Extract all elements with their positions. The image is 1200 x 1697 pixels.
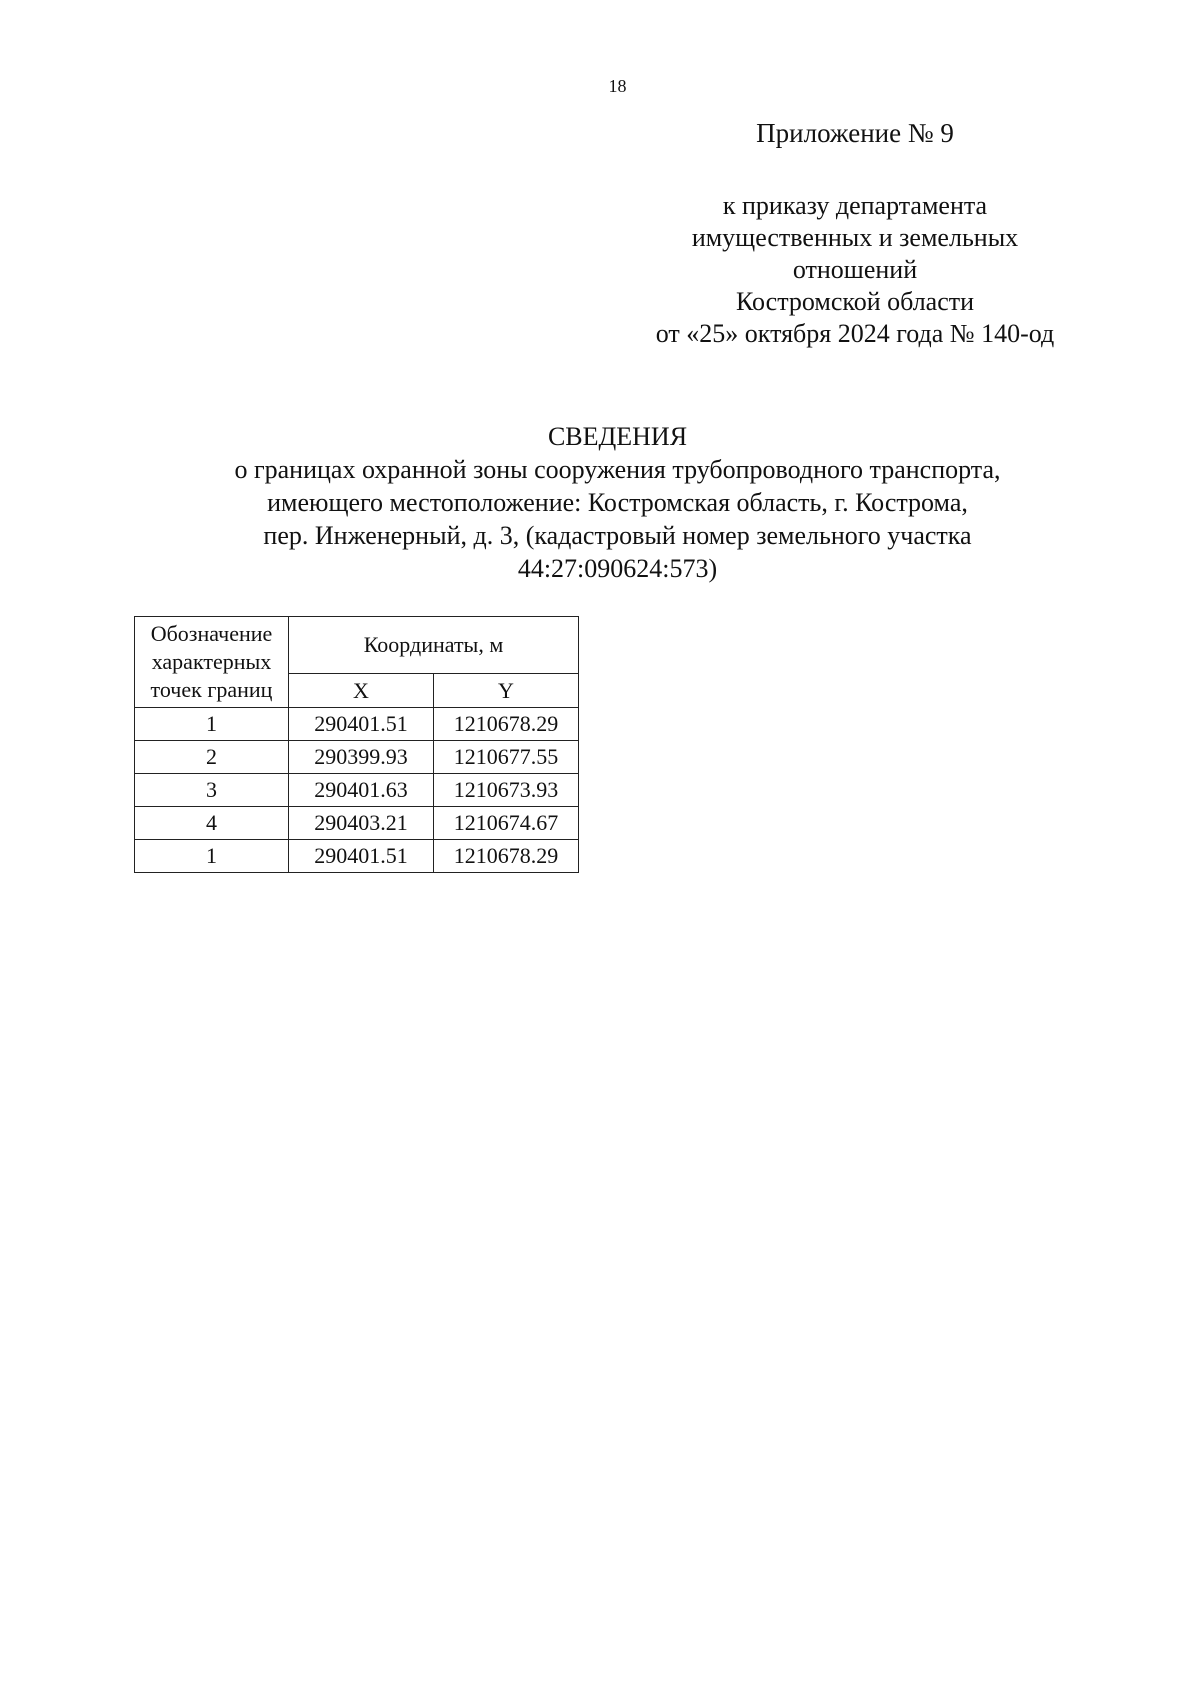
x-cell: 290401.63 [289,774,434,807]
x-header: X [289,674,434,708]
point-header [135,617,289,708]
point-header-line: Обозначение [150,621,273,646]
point-header-line: точек границ [150,677,273,702]
coordinates-header: Координаты, м [289,617,579,674]
appendix-line: отношений [792,255,918,284]
point-cell: 4 [135,807,289,840]
appendix-line: имущественных и земельных [691,223,1019,252]
heading-line: 44:27:090624:573) [517,554,718,583]
y-cell: 1210678.29 [434,840,579,873]
document-heading [130,420,1105,585]
heading-line: пер. Инженерный, д. 3, (кадастровый номер земельного участка [263,521,972,550]
appendix-line: Костромской области [735,287,975,316]
document-title: СВЕДЕНИЯ [547,422,688,451]
appendix-line: от «25» октября 2024 года № 140-од [655,319,1055,348]
point-cell: 1 [135,840,289,873]
x-cell: 290401.51 [289,708,434,741]
page-number: 18 [608,76,627,96]
point-cell: 1 [135,708,289,741]
x-cell: 290401.51 [289,840,434,873]
y-header: Y [434,674,579,708]
x-cell: 290403.21 [289,807,434,840]
appendix-title: Приложение № 9 [756,118,954,148]
y-cell: 1210673.93 [434,774,579,807]
y-cell: 1210674.67 [434,807,579,840]
appendix-reference [620,190,1090,350]
heading-line: о границах охранной зоны сооружения трубопроводного транспорта, [234,455,1001,484]
table-row [135,840,579,873]
y-cell: 1210678.29 [434,708,579,741]
point-cell: 2 [135,741,289,774]
table-row [135,807,579,840]
coordinates-table [134,616,579,873]
table-row [135,741,579,774]
point-header-line: характерных [151,649,272,674]
y-cell: 1210677.55 [434,741,579,774]
x-cell: 290399.93 [289,741,434,774]
table-row [135,774,579,807]
point-cell: 3 [135,774,289,807]
heading-line: имеющего местоположение: Костромская область, г. Кострома, [267,488,968,517]
appendix-line: к приказу департамента [722,191,988,220]
table-row [135,708,579,741]
